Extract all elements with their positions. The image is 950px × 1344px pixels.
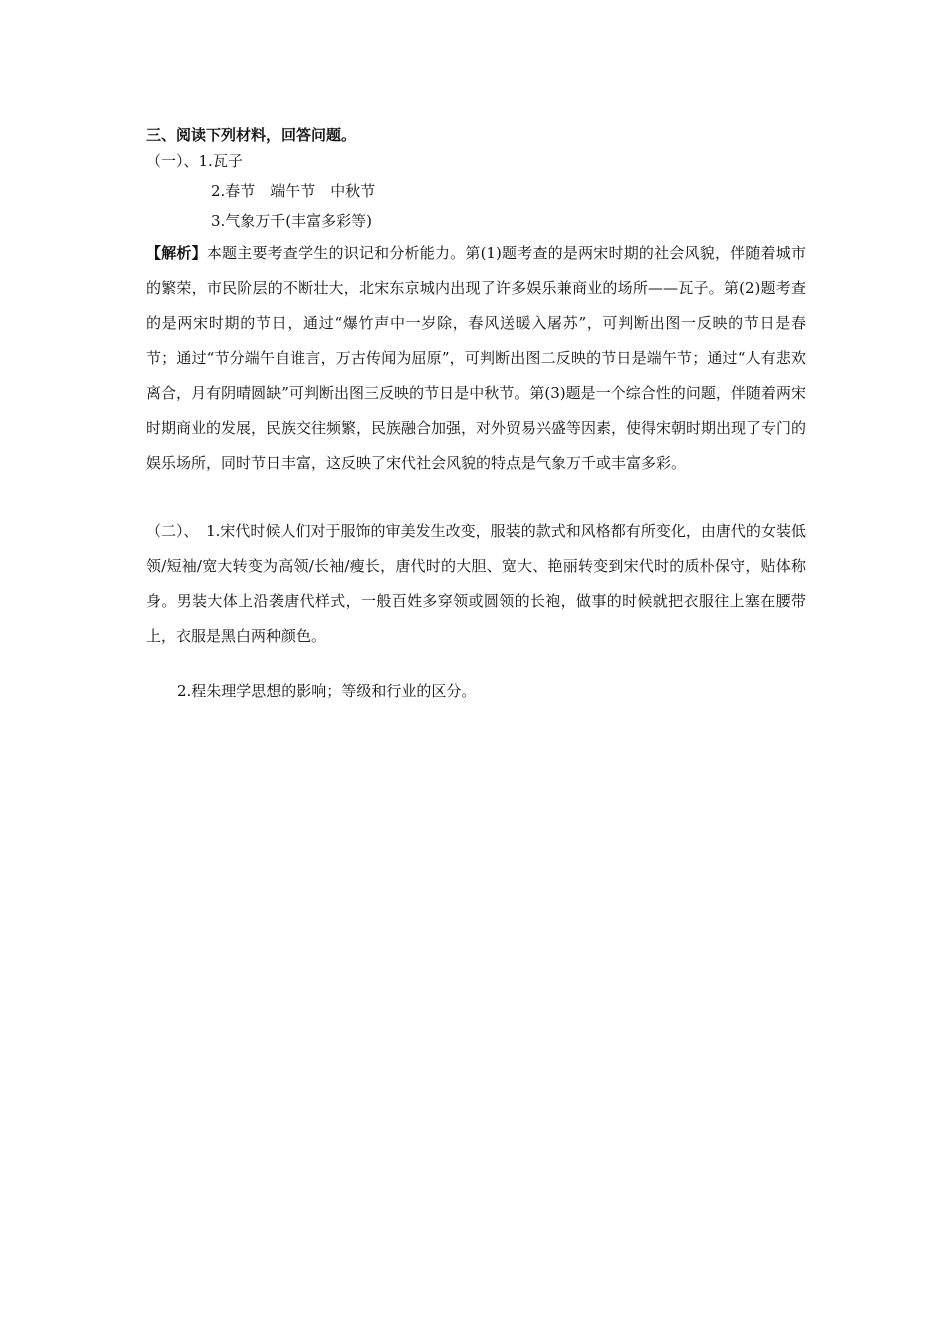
part-two-answer-2: 2.程朱理学思想的影响；等级和行业的区分。: [177, 682, 477, 700]
part-two-answer-1-text: 1.宋代时候人们对于服饰的审美发生改变，服装的款式和风格都有所变化，由唐代的女装低领/短袖/宽大转变为高领/长袖/瘦长，唐代时的大胆、宽大、艳丽转变到宋代时的质朴保守，贴体称身。男装大体上沿袭唐代样式，一般百姓多穿领或圆领的长袍，做事的时候就把衣服往上塞在腰带上，衣服是黑白两种颜色。: [146, 522, 806, 645]
part-one-answer-1: [146, 146, 806, 176]
part-two-answer-1: [146, 514, 806, 654]
answer-1-text: 1.瓦子: [198, 152, 243, 170]
part-one-answer-2: 2.春节 端午节 中秋节: [211, 182, 376, 200]
part-one-analysis: [146, 236, 806, 481]
analysis-text: 本题主要考查学生的识记和分析能力。第(1)题考查的是两宋时期的社会风貌，伴随着城市的繁荣，市民阶层的不断壮大，北宋东京城内出现了许多娱乐兼商业的场所——瓦子。第(2)题考查的是两宋时期的节日，通过“爆竹声中一岁除，春风送暖入屠苏”，可判断出图一反映的节日是春节；通过“节分端午自谁言，万古传闻为屈原”，可判断出图二反映的节日是端午节；通过“人有悲欢离合，月有阴晴圆缺”可判断出图三反映的节日是中秋节。第(3)题是一个综合性的问题，伴随着两宋时期商业的发展，民族交往频繁，民族融合加强，对外贸易兴盛等因素，使得宋朝时期出现了专门的娱乐场所，同时节日丰富，这反映了宋代社会风貌的特点是气象万千或丰富多彩。: [146, 244, 807, 472]
part-two-label: （二）、: [146, 522, 207, 540]
document-content: [146, 124, 806, 709]
section-title: 三、阅读下列材料，回答问题。: [146, 126, 357, 144]
part-two: [146, 514, 806, 709]
part-one: [146, 146, 806, 481]
analysis-label: 【解析】: [146, 244, 207, 262]
part-one-answer-3: 3.气象万千(丰富多彩等): [211, 212, 373, 230]
part-one-label: （一）、: [146, 152, 199, 170]
